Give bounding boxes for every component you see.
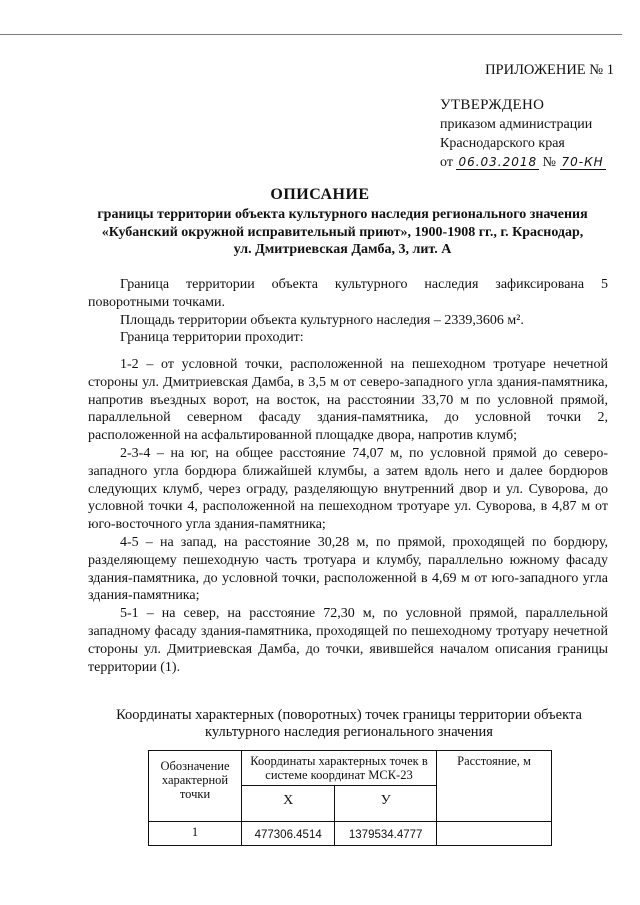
- intro-section: [88, 276, 608, 347]
- intro-paragraph-boundary: Граница территории проходит:: [120, 330, 304, 346]
- header-x: Х: [242, 786, 335, 822]
- segment-2-3-4: 2-3-4 – на юг, на общее расстояние 74,07 м, по условной прямой до северо-западного угла бордюра ближайшей клумбы, а затем вдоль него и далее бордюров следующих клумб, через ограду, разделяющую внутренний двор и ул. Суворова, до условной точки 4, расположенной на пешеходном тротуаре ул. Суворова, в 4,87 м от юго-восточного угла здания-памятника;: [88, 445, 608, 533]
- cell-x: 477306.4514: [242, 822, 335, 846]
- table-row: [149, 822, 552, 846]
- header-point: Обозначение характерной точки: [149, 751, 242, 822]
- cell-y: 1379534.4777: [335, 822, 437, 846]
- intro-paragraph-points: Граница территории объекта культурного наследия зафиксирована 5 поворотными точками.: [88, 277, 608, 310]
- document-subtitle: границы территории объекта культурного наследия регионального значения «Кубанский окружной исправительный приют», 1900-1908 гг., г. Краснодар, ул. Дмитриевская Дамба, 3, лит. А: [97, 207, 588, 257]
- header-distance: Расстояние, м: [437, 751, 552, 822]
- intro-paragraph-area: Площадь территории объекта культурного наследия – 2339,3606 м².: [120, 312, 524, 328]
- approval-line-1: приказом администрации: [440, 117, 593, 132]
- approval-number-sign: №: [542, 155, 557, 170]
- segments-section: [88, 356, 608, 676]
- coordinates-table: [148, 750, 552, 846]
- table-header-row: [149, 751, 552, 786]
- cell-point: 1: [149, 822, 242, 846]
- approval-block: [440, 96, 606, 172]
- approval-date-handwritten: 06.03.2018: [458, 155, 538, 169]
- appendix-label: ПРИЛОЖЕНИЕ № 1: [485, 62, 614, 78]
- approval-heading: УТВЕРЖДЕНО: [440, 97, 545, 113]
- approval-date-prefix: от: [440, 155, 453, 170]
- segment-1-2: 1-2 – от условной точки, расположенной на пешеходном тротуаре нечетной стороны ул. Дмитриевская Дамба, в 3,5 м от северо-западного угла здания-памятника, напротив въездных ворот, на восток, на расстоянии 33,70 м по условной прямой, параллельной северном фасаду здания-памятника, до условной точки 2, расположенной на асфальтированной площадке двора, напротив клумб;: [88, 357, 608, 444]
- segment-4-5: 4-5 – на запад, на расстояние 30,28 м, по прямой, проходящей по бордюру, разделяющему пешеходную часть тротуара и клумбу, параллельно южному фасаду здания-памятника, до условной точки, расположенной в 4,69 м от юго-западного угла здания-памятника;: [88, 534, 608, 604]
- header-coords: Координаты характерных точек в системе координат МСК-23: [242, 751, 437, 786]
- document-title: ОПИСАНИЕ: [270, 186, 370, 203]
- approval-line-2: Краснодарского края: [440, 136, 565, 151]
- approval-date-line: [440, 153, 606, 172]
- table-caption: Координаты характерных (поворотных) точек границы территории объекта культурного наследия регионального значения: [116, 707, 582, 740]
- approval-number-handwritten: 70-КН: [561, 155, 604, 169]
- segment-5-1: 5-1 – на север, на расстояние 72,30 м, по условной прямой, параллельной западному фасаду здания-памятника, проходящей по пешеходному тротуару нечетной стороны ул. Дмитриевская Дамба, до точки, явившейся началом описания границы территории (1).: [88, 606, 608, 675]
- scan-top-rule: [0, 34, 622, 35]
- cell-distance: [437, 822, 552, 846]
- header-y: У: [335, 786, 437, 822]
